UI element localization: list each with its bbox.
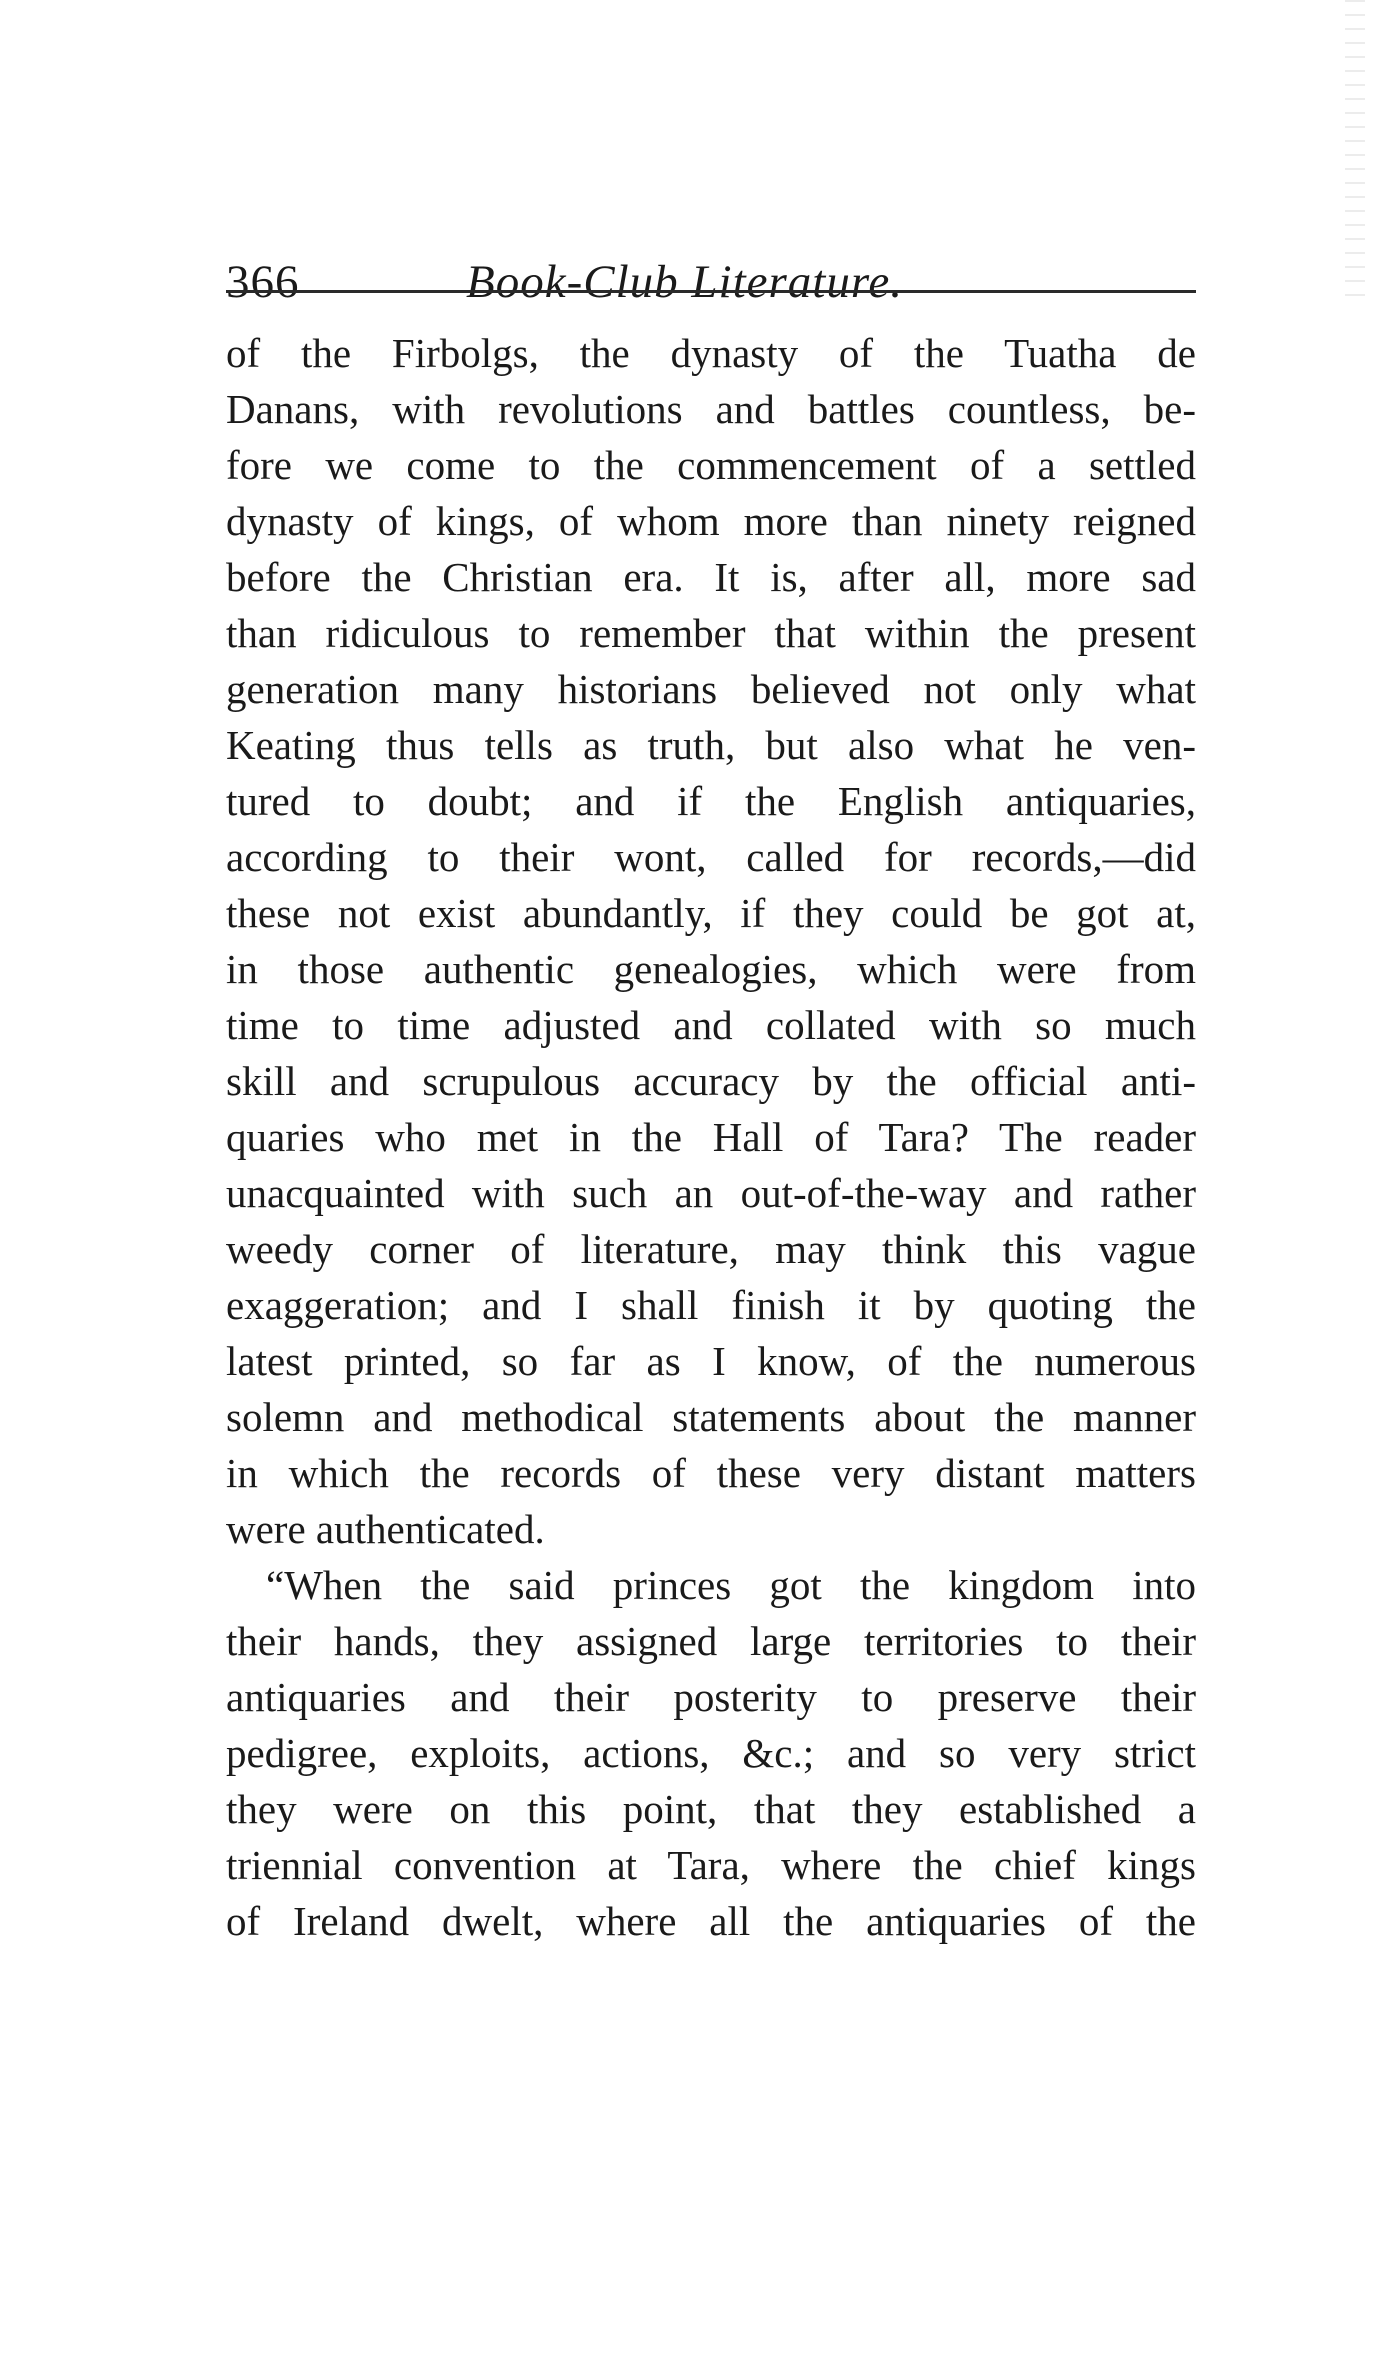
text-line: pedigree, exploits, actions, &c.; and so very strict: [226, 1730, 1196, 1776]
text-line: tured to doubt; and if the English antiquaries,: [226, 778, 1196, 824]
body-text: [226, 325, 1196, 1949]
text-line: solemn and methodical statements about the manner: [226, 1394, 1196, 1440]
text-line: time to time adjusted and collated with so much: [226, 1002, 1196, 1048]
page-number: 366: [226, 256, 300, 308]
text-line: skill and scrupulous accuracy by the official anti-: [226, 1058, 1196, 1104]
header-rule: [226, 290, 1196, 293]
text-line: in which the records of these very distant matters: [226, 1450, 1196, 1496]
text-line: Keating thus tells as truth, but also what he ven-: [226, 722, 1196, 768]
running-title: Book-Club Literature.: [466, 256, 904, 308]
paragraph-2: [226, 1557, 1196, 1949]
page-edge-marks: [1345, 0, 1365, 300]
text-line: weedy corner of literature, may think this vague: [226, 1226, 1196, 1272]
text-line: fore we come to the commencement of a settled: [226, 442, 1196, 488]
text-line: in those authentic genealogies, which were from: [226, 946, 1196, 992]
text-line: antiquaries and their posterity to preserve their: [226, 1674, 1196, 1720]
text-line: of Ireland dwelt, where all the antiquaries of the: [226, 1898, 1196, 1944]
text-line: quaries who met in the Hall of Tara? The reader: [226, 1114, 1196, 1160]
text-line: unacquainted with such an out-of-the-way and rather: [226, 1170, 1196, 1216]
running-head: [226, 252, 1196, 312]
text-line: of the Firbolgs, the dynasty of the Tuatha de: [226, 330, 1196, 376]
text-line: triennial convention at Tara, where the chief kings: [226, 1842, 1196, 1888]
paragraph-1: [226, 325, 1196, 1557]
text-line: than ridiculous to remember that within the present: [226, 610, 1196, 656]
text-line: generation many historians believed not only what: [226, 666, 1196, 712]
text-line: Danans, with revolutions and battles countless, be-: [226, 386, 1196, 432]
text-line: their hands, they assigned large territories to their: [226, 1618, 1196, 1664]
text-line: latest printed, so far as I know, of the numerous: [226, 1338, 1196, 1384]
text-line: they were on this point, that they established a: [226, 1786, 1196, 1832]
text-line: “When the said princes got the kingdom into: [266, 1562, 1196, 1608]
text-line: these not exist abundantly, if they could be got at,: [226, 890, 1196, 936]
text-line: dynasty of kings, of whom more than ninety reigned: [226, 498, 1196, 544]
text-line: exaggeration; and I shall finish it by quoting the: [226, 1282, 1196, 1328]
text-line: before the Christian era. It is, after all, more sad: [226, 554, 1196, 600]
text-line: according to their wont, called for records,—did: [226, 834, 1196, 880]
text-line: were authenticated.: [226, 1506, 545, 1552]
